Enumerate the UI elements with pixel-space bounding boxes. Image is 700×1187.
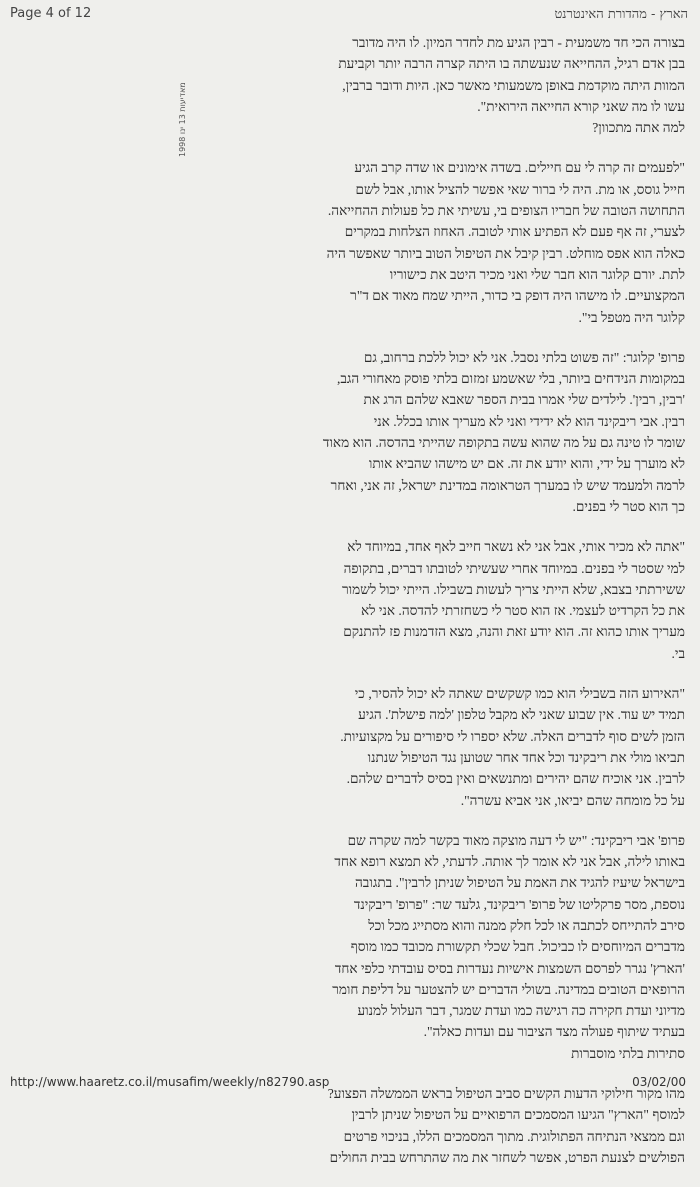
text-line: לא מוערך על ידי, והוא יודע את זה. אם יש מישהו שהביא אותו — [368, 456, 685, 472]
text-line: סירב להתייחס לכתבה או לכל חלק ממנה והוא מסתייג מכל וכל — [368, 917, 685, 933]
text-line: הרופאים הטובים במדינה. בשולי הדברים יש להצטער על דליפת חומר — [332, 981, 685, 997]
site-title: הארץ - מהדורת האינטרנט — [554, 7, 688, 22]
text-line: כך הוא סטר לי בפנים. — [572, 498, 685, 514]
text-line: בעתיד שיתוף פעולה מצד הציבור עם ועדות כאלה". — [423, 1024, 685, 1040]
text-line: לצערי, זה אף פעם לא הפתיע אותי לטובה. האחוז הצלחות במקרים — [344, 224, 685, 240]
text-line: במקומות הנידחים ביותר, בלי שאשמע זמזום בלתי פוסק מאחורי הגב, — [336, 371, 685, 387]
article-paragraph — [230, 683, 685, 811]
article-paragraph — [230, 347, 685, 517]
page-url[interactable]: http://www.haaretz.co.il/musafim/weekly/n82790.asp — [10, 1075, 330, 1089]
text-line: פרופ' אבי ריבקינד: "יש לי דעה מוצקה מאוד בקשר למה שקרה שם — [347, 832, 685, 848]
text-line: הזמן לשים סוף לדברים האלה. שלא יספרו לי סיפורים על מקצועיות. — [340, 728, 685, 744]
article-paragraph — [230, 32, 685, 138]
text-line: מהו מקור חילוקי הדעות הקשים סביב הטיפול בראש הממשלה הפצוע? — [327, 1086, 685, 1102]
text-line: לרמה ולמעמד שיש לו במערך הטראומה במדינת ישראל, זה אני, ואחר — [330, 477, 685, 493]
text-line: נוספת, מסר פרקליטו של פרופ' ריבקינד, גלעד שר: "פרופ' ריבקינד — [353, 896, 685, 912]
text-line: למה אתה מתכוון? — [592, 120, 685, 136]
text-line: תמיד יש עוד. אין שבוע שאני לא מקבל טלפון 'למה פישלת'. הגיע — [358, 707, 685, 723]
text-line: 'הארץ' נגרר לפרסם השמצות אישיות נעדרות בסיס עובדתי כלפי אחד — [334, 960, 685, 976]
text-line: קלוגר היה מטפל בי". — [578, 309, 685, 325]
article-body — [230, 32, 685, 1187]
text-line: בבן אדם רגיל, ההחייאה שנעשתה בו היתה קצרה הרבה יותר וקביעת — [338, 56, 685, 72]
article-paragraph — [230, 830, 685, 1064]
text-line: "אתה לא מכיר אותי, אבל אני לא נשאר חייב לאף אחד, במיוחד לא — [347, 539, 685, 555]
text-line: מדברים המיוחסים לו כביכול. חבל שכלי תקשורת מכובד כמו מוסף — [350, 939, 685, 955]
article-paragraph — [230, 536, 685, 664]
text-line: לתת. יורם קלוגר הוא חבר שלי ואני מכיר היטב את כישוריו — [389, 266, 685, 282]
text-line: חייל גוסס, או מת. היה לי ברור שאי אפשר להציל אותו, אבל לשם — [355, 181, 685, 197]
text-line: הפולשים לצנעת הפרט, אפשר לשחזר את מה שהתרחש בבית החולים — [329, 1149, 685, 1165]
text-line: את כל הקרדיט לעצמי. אז הוא סטר לי כשחזרתי להדסה. אני לא — [360, 603, 685, 619]
text-line: "לפעמים זה קרה לי עם חיילים. בשדה אימונים או שדה קרב הגיע — [354, 160, 685, 176]
text-line: שומר לו טינה גם על מה שהוא עשה בתקופה שהייתי בהדסה. הוא מאוד — [322, 435, 685, 451]
text-line: מדיוני ועדת חקירה כה רגישה כמו ועדת שמגר, דבר העלול למנוע — [357, 1003, 685, 1019]
page-number: Page 4 of 12 — [10, 6, 92, 21]
text-line: פרופ' קלוגר: "זה פשוט בלתי נסבל. אני לא יכול ללכת ברחוב, גם — [363, 349, 685, 365]
text-line: עשו לו מה שאני קורא החייאה הירואית". — [477, 98, 685, 114]
text-line: למוסף "הארץ" הגיעו המסמכים הרפואיים על הטיפול שניתן לרבין — [351, 1107, 685, 1123]
text-line: סתירות בלתי מוסברות — [571, 1045, 685, 1061]
text-line: בישראל שיעיז להגיד את האמת על הטיפול שניתן לרבין". בתגובה — [354, 875, 685, 891]
handwritten-margin-note: מאדיעות 13 ינו 1998 — [178, 82, 187, 157]
text-line: על כל מומחה שהם יביאו, אני אביא עשרה". — [460, 792, 685, 808]
text-line: מעריך אותו כהוא זה. הוא יודע זאת והנה, מצא הזדמנות פז להתנקם — [343, 624, 685, 640]
text-line: באותו לילה, אבל אני לא אומר לך אותה. לדעתי, לא תמצא רופא אחד — [334, 854, 685, 870]
article-paragraph — [230, 1083, 685, 1168]
text-line: המוות היתה מוקדמת באופן משמעותי מאשר כאן. היות ודובר ברבין, — [342, 77, 685, 93]
text-line: למי שסטר לי בפנים. במיוחד אחרי שעשיתי לטובתו דברים, בתקופה — [343, 560, 685, 576]
text-line: 'רבין, רבין'. לילדים שלי אמרו בבית הספר שאבא שלהם הרג את — [363, 392, 685, 408]
text-line: התחושה הטובה של חבריו הצופים בי, עשיתי את כל פעולות ההחייאה. — [327, 203, 685, 219]
text-line: בצורה הכי חד משמעית - רבין הגיע מת לחדר המיון. לו היה מדובר — [352, 35, 685, 50]
print-date: 03/02/00 — [632, 1075, 686, 1089]
text-line: וגם ממצאי הנתיחה הפתולוגית. מתוך המסמכים הללו, בניכוי פרטים — [343, 1128, 685, 1144]
text-line: בי. — [671, 645, 685, 661]
text-line: כאלה הוא אפס מוחלט. רבין קיבל את הטיפול הטוב ביותר שאפשר היה — [326, 245, 685, 261]
text-line: "האירוע הזה בשבילי הוא כמו קשקשים שאתה לא יכול להסיר, כי — [354, 686, 685, 702]
text-line: ששירתתי בצבא, שלא הייתי צריך לעשות בשבילו. הייתי יכול לשמור — [341, 581, 685, 597]
article-paragraph — [230, 157, 685, 327]
text-line: המקצועיים. לו מישהו היה דופק בי כדור, הייתי שמח מאוד אם ד"ר — [350, 288, 685, 304]
text-line: רבין. אבי ריבקינד הוא לא ידידי ואני לא מעריך אותו בכלל. אני — [373, 413, 685, 429]
text-line: לרבין. אני אוכיח שהם יהירים ומתנשאים ואין בסיס לדברים שלהם. — [346, 771, 685, 787]
text-line: תביאו מולי את ריבקינד וכל אחד אחר שטוען נגד הטיפול שנתנו — [367, 749, 685, 765]
